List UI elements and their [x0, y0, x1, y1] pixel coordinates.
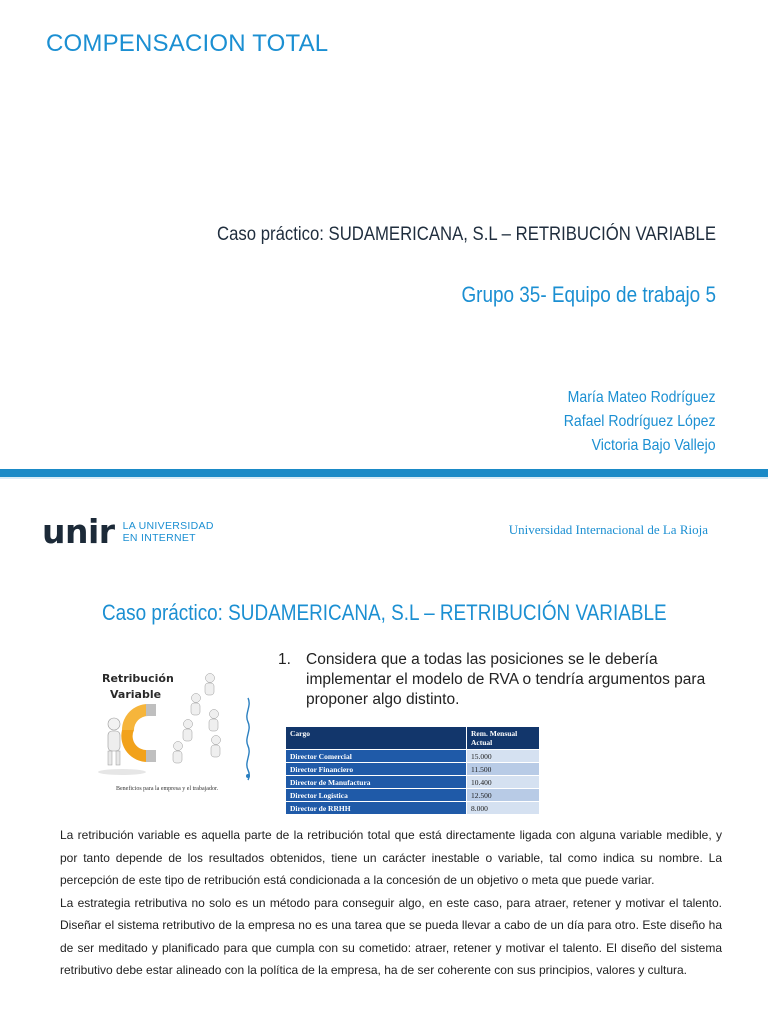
salary-table: [285, 726, 540, 815]
table-cell-salary: 8.000: [467, 802, 540, 815]
body-paragraph: La retribución variable es aquella parte de la retribución total que está directamente ligada con alguna variable medible, y por tanto depende de los resultados obtenidos, tiene un carácter inestable o variable, tal como indica su nombre. La percepción de este tipo de retribución está condicionada a la concesión de un objetivo o meta que puede variar.: [60, 828, 722, 887]
content-slide: [0, 480, 768, 1024]
logo-tagline: [123, 520, 214, 544]
illustration-label: Variable: [110, 688, 162, 701]
unir-logo: [42, 512, 214, 551]
table-row: [286, 750, 540, 763]
signature-image: [240, 696, 256, 782]
table-row: [286, 789, 540, 802]
title-slide: [0, 0, 768, 468]
question-item: [278, 650, 728, 710]
table-cell-position: Director Financiero: [286, 763, 467, 776]
table-cell-position: Director de Manufactura: [286, 776, 467, 789]
table-cell-salary: 11.500: [467, 763, 540, 776]
illustration-caption: Beneficios para la empresa y el trabajador.: [116, 786, 219, 792]
slide-divider-light: [0, 477, 768, 479]
table-header-cell: Rem. Mensual Actual: [467, 727, 540, 750]
illustration-label: Retribución: [102, 672, 174, 685]
question-text: Considera que a todas las posiciones se le debería implementar el modelo de RVA o tendría argumentos para proponer algo distinto.: [306, 651, 706, 708]
table-row: [286, 776, 540, 789]
logo-wordmark: unir: [42, 512, 115, 551]
slide-title: Caso práctico: SUDAMERICANA, S.L – RETRIBUCIÓN VARIABLE: [102, 600, 667, 625]
member-list: [543, 386, 716, 458]
table-row: [286, 763, 540, 776]
table-header-row: [286, 727, 540, 750]
table-cell-position: Director de RRHH: [286, 802, 467, 815]
member-name: Victoria Bajo Vallejo: [592, 437, 716, 454]
presentation-title: COMPENSACION TOTAL: [46, 30, 329, 57]
table-cell-position: Director Logística: [286, 789, 467, 802]
group-heading: Grupo 35- Equipo de trabajo 5: [461, 282, 716, 307]
table-cell-salary: 15.000: [467, 750, 540, 763]
case-subtitle: Caso práctico: SUDAMERICANA, S.L – RETRIBUCIÓN VARIABLE: [217, 224, 716, 245]
member-name: Rafael Rodríguez López: [564, 413, 716, 430]
table-cell-salary: 12.500: [467, 789, 540, 802]
member-name: María Mateo Rodríguez: [568, 389, 716, 406]
table-header-cell: Cargo: [286, 727, 467, 750]
table-cell-position: Director Comercial: [286, 750, 467, 763]
consultant-signature: [240, 696, 256, 782]
question-number: 1.: [278, 651, 291, 668]
variable-pay-illustration: [92, 668, 270, 800]
body-paragraph: La estrategia retributiva no solo es un método para conseguir algo, en este caso, para atraer, retener y motivar el talento. Diseñar el sistema retributivo de la empresa no es una tarea que se pueda llevar a cabo de un día para otro. Este diseño ha de ser meditado y planificado para que cumpla con su cometido: atraer, retener y motivar el talento. El diseño del sistema retributivo debe estar alineado con la política de la empresa, ha de ser coherente con sus principios, valores y cultura.: [60, 895, 722, 977]
body-text: [60, 824, 722, 982]
logo-tagline-line: EN INTERNET: [122, 531, 196, 544]
table-cell-salary: 10.400: [467, 776, 540, 789]
slide-divider: [0, 469, 768, 477]
table-row: [286, 802, 540, 815]
logo-tagline-line: LA UNIVERSIDAD: [122, 519, 214, 532]
university-name: Universidad Internacional de La Rioja: [508, 522, 708, 537]
